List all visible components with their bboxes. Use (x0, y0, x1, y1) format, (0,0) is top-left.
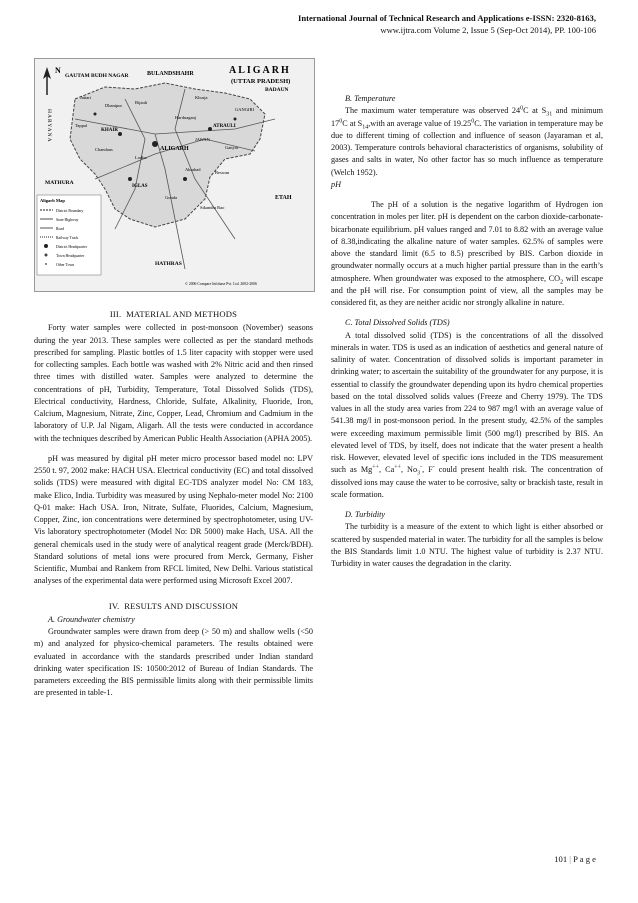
place-label-22: Jattari (80, 95, 91, 100)
journal-name: International Journal of Technical Research and Applications e-ISSN: 2320-8163, (297, 13, 596, 23)
legend-item-1: State Highway (56, 218, 79, 222)
section-heading-3 (34, 308, 313, 320)
place-label-7: KHAIR (101, 128, 118, 133)
section-title: RESULTS AND DISCUSSION (124, 600, 239, 611)
place-label-20: Ganyar (225, 145, 239, 150)
map-legend (37, 195, 101, 275)
map-title: ALIGARH (229, 65, 291, 76)
subsection-heading-c: C. Total Dissolved Solids (TDS) (345, 318, 450, 328)
footer-separator: | (569, 854, 571, 864)
place-label-13: Tappal (75, 123, 88, 128)
place-label-18: Beswan (215, 170, 230, 175)
place-label-10: GANGIRI (235, 107, 254, 112)
legend-title: Aligarh Map (40, 198, 65, 203)
section-title: MATERIAL AND METHODS (126, 309, 238, 319)
page-footer (554, 854, 596, 864)
place-label-5: HATHRAS (155, 261, 182, 267)
place-label-16: Lodha (135, 155, 147, 160)
place-label-2: BADAUN (265, 87, 289, 93)
ph-heading: pH (331, 179, 342, 189)
paragraph-groundwater: Groundwater samples were drawn from deep (> 50 m) and shallow wells (<50 m) and analyzed for physico-chemical parameters. The results obtained were evaluated in accordance with the standards prescribed under Indian standard drinking water specification IS: 10500:2012 of Bureau of Indian Standards. The parameters exceeding the BIS permissible limits along with their permissible limits are presented in table-1. (34, 627, 313, 698)
subsection-heading-b: B. Temperature (345, 94, 396, 103)
paragraph-ph: The pH of a solution is the negative logarithm of Hydrogen ion concentration in moles per liter. pH is dependent on the carbon dioxide-carbonate-bicarbonate equilibrium. pH values ranged and 7.01 to 8.82 with an average value of 8.38,indicating the alkaline nature of water samples. 62.5% of samples were above the standard limit (6.5 to 8.5) prescribed by BIS. Carbon dioxide in groundwater normally occurs at a much higher partial pressure than in the earth’s atmosphere. When groundwater was exposed to the atmosphere, $CO_2$ will escape and the pH will rise. For consumption point of view, all the samples may be considered fit, as they are neither acidic nor strongly alkaline in nature. (331, 200, 603, 307)
place-label-9: ATRAULI (213, 124, 236, 129)
legend-item-3: Railway Track (56, 236, 79, 240)
north-arrow-icon (43, 67, 51, 95)
place-label-24: Khurja (195, 95, 208, 100)
place-label-3: MATHURA (45, 180, 74, 186)
aligarh-map (34, 58, 315, 292)
place-label-12: Chandaus (95, 147, 113, 152)
subsection-heading-a: A. Groundwater chemistry (48, 614, 135, 624)
place-label-8: IGLAS (132, 184, 148, 189)
place-label-0: GAUTAM BUDH NAGAR (65, 73, 129, 79)
journal-issue: www.ijtra.com Volume 2, Issue 5 (Sep-Oct 2014), PP. 100-106 (380, 25, 596, 35)
section-heading-4 (34, 600, 313, 612)
legend-item-5: Town Headquarter (56, 254, 85, 258)
legend-item-6: Other Town (56, 263, 75, 267)
place-label-1: BULANDSHAHR (147, 71, 194, 77)
place-label-17: Gonda (165, 195, 177, 200)
left-column (34, 300, 313, 700)
place-label-15: Akrabad (185, 167, 201, 172)
place-label-11: JAWAN (195, 137, 210, 142)
state-label-haryana: HARYANA (46, 109, 52, 143)
place-label-6: ALIGARH (160, 146, 189, 152)
section-number: III. (109, 309, 122, 319)
legend-item-0: District Boundary (56, 209, 84, 213)
page-word: P a g e (573, 854, 596, 864)
north-label: N (55, 66, 61, 75)
map-svg (35, 59, 314, 291)
legend-item-2: Road (56, 227, 65, 231)
page-number: 101 (554, 854, 568, 864)
paragraph-instruments: pH was measured by digital pH meter micro processor based model no: LPV 2550 t. 97, 2002 make: HACH USA. Electrical conductivity (EC) and total dissolved solids (TDS) were measured with digital EC-TDS analyzer model No: CM 183, make Elico, India. Turbidity was measured by using Nephalo-meter model No: 2100 Q-01 make: Hach USA. Iron, Nitrate, Sulfate, Fluorides, Calcium, Magnesium, Copper, Zinc, ion concentrations were determined by spectrophotometer, using UV-Vis laboratory spectrophotometer (Model No: DR 5000) make Hach, USA. All the general chemicals used in the study were of analytical reagent grade (Merck/BDH). Standard solutions of metal ions were procured from Merck, Germany, Fisher Scientific, Mumbai and Rankem from RFCL limited, New Delhi. Various statistical analyses of the experimental data were performed using Microsoft Excel 2007. (34, 453, 314, 586)
paragraph-turbidity: The turbidity is a measure of the extent to which light is either absorbed or scattered by suspended material in water. The turbidity for all the samples is below the BIS Standards limit 1.0 NTU. The highest value of turbidity is 2.37 NTU. Turbidity in water causes the degradation in the clarity. (331, 522, 603, 568)
legend-item-4: District Headquarter (56, 245, 88, 249)
map-copyright: © 2006 Compare Infobase Pvt. Ltd. 2002-2006 (185, 282, 257, 286)
right-column (331, 93, 603, 570)
journal-header (176, 12, 596, 36)
paragraph-sampling: Forty water samples were collected in post-monsoon (November) seasons during the year 2013. These samples were collected as per the standard methods prescribed for sampling. Plastic bottles of 1.5 liter capacity with stopper were used for collecting samples. Each bottle was washed with 2% Nitric acid and then rinsed three times with distilled water. Samples were analyzed to determine the concentrations of pH, Turbidity, Temperature, Total Dissolved Solids (TDS), Electrical conductivity, Hardness, Chloride, Sulfate, Alkalinity, Fluoride, Iron, Calcium, Magnesium, Nitrate, Zinc, Copper, Lead, Chromium and Cadmium in the laboratory of U.P. Jal Nigam, Aligarh. All the tests were conducted in accordance with the techniques described by American Public Health Association (APHA 2005). (34, 323, 313, 443)
place-label-14: Dhanipur (105, 103, 122, 108)
paragraph-tds: A total dissolved solid (TDS) is the concentrations of all the dissolved minerals in water. TDS is used as an indication of aesthetics and general nature of salinity of water. Concentration of dissolved solids is important parameter in drinking water; to ascertain the suitability of the groundwater for any purpose, it is essential to classify the groundwater depending upon its hydro chemical properties based on the total dissolved solids values (Freeze and Cherry 1979). The TDS values in all the study area varies from 224 to 987 mg/l with an average value of 541.38 mg/l in post-monsoon period. In the present study, 42.5% of the samples were exceeding maximum permissible limit (500 mg/l) prescribed by BIS. An elevated level of TDS, by itself, does not indicate that the water present a health risk. However, elevated level of specific ions included in the TDS measurement such as Mg++, Ca++, $No_3^-$, F- could present health risk. The concentration of dissolved ions may cause the water to be corrosive, salty or brackish taste, result in scale formation. (331, 330, 603, 499)
subsection-heading-d: D. Turbidity (345, 510, 386, 519)
place-label-4: ETAH (275, 195, 292, 201)
section-number: IV. (108, 600, 120, 611)
map-subtitle: (UTTAR PRADESH) (231, 78, 291, 85)
place-label-23: Bijauli (135, 100, 148, 105)
place-label-19: Harduaganj (175, 115, 196, 120)
place-label-21: Sikandra Rao (200, 205, 225, 210)
paragraph-temperature: The maximum water temperature was observed $24^0C$ at $S_{31}$ and minimum $17^0C$ at $S_{14},with$ an average value of 19.25$^0$C. The variation in temperature may be due to different timing of collection and influence of season (Jayaraman et al, 2003). Temperature controls behavioral characteristics of organisms, solubility of gases and salts in water, No other factor has so much influence as temperature (Welch 1952). (331, 105, 604, 177)
